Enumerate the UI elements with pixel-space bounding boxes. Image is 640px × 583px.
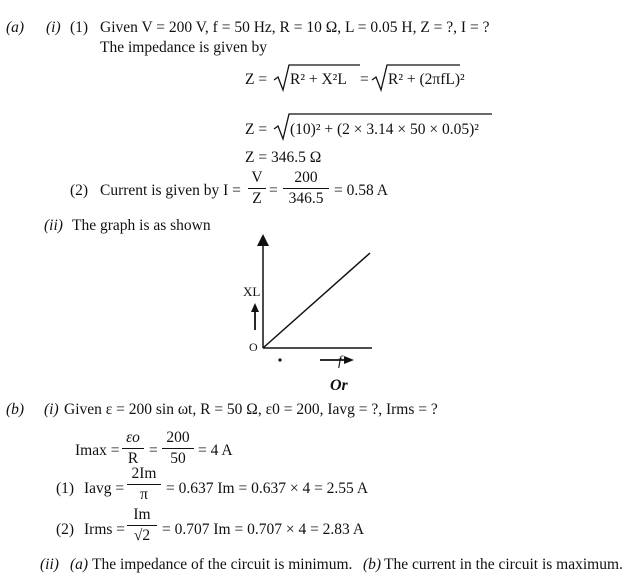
- final-a-label: (a): [70, 556, 89, 573]
- current-result: = 0.58 A: [334, 182, 388, 199]
- irms-result: = 0.707 Im = 0.707 × 4 = 2.83 A: [162, 521, 365, 538]
- part-a-sub-ii: (ii): [44, 217, 63, 234]
- root1-inner: R² + X²L: [290, 71, 347, 88]
- given-values-a: Given V = 200 V, f = 50 Hz, R = 10 Ω, L = 0.05 H, Z = ?, I = ?: [100, 19, 490, 36]
- equals-sign-3: =: [149, 442, 158, 459]
- equals-sign-2: =: [269, 182, 278, 199]
- current-intro: Current is given by I =: [100, 182, 241, 199]
- fraction-346: 346.5: [288, 189, 324, 207]
- z-lhs-1: Z =: [245, 71, 268, 88]
- fraction-2im-over-pi: [127, 466, 161, 502]
- final-b-label: (b): [363, 556, 382, 573]
- fraction-v-over-z: [248, 170, 266, 206]
- fraction-pi: π: [140, 485, 148, 503]
- fraction-z: Z: [252, 189, 262, 207]
- fraction-200-b: 200: [166, 429, 190, 446]
- final-a-text: The impedance of the circuit is minimum.: [92, 556, 353, 573]
- fraction-eo-over-r: [122, 430, 144, 466]
- fraction-200-over-50: [162, 430, 194, 466]
- root2-inner: R² + (2πfL)²: [388, 71, 465, 88]
- graph-origin-label: O: [249, 340, 258, 354]
- part-a-label: (a): [6, 19, 25, 36]
- impedance-intro: The impedance is given by: [100, 39, 268, 56]
- part-b-sub-ii: (ii): [40, 556, 59, 573]
- fraction-r: R: [127, 449, 139, 467]
- z-result: Z = 346.5 Ω: [245, 149, 322, 166]
- question-2-number: (2): [70, 182, 89, 199]
- iavg-lhs: Iavg =: [84, 480, 125, 497]
- fraction-50: 50: [170, 449, 186, 467]
- root3-inner: (10)² + (2 × 3.14 × 50 × 0.05)²: [290, 121, 479, 138]
- xl-vs-f-graph: [250, 232, 390, 362]
- question-1-number: (1): [70, 19, 89, 36]
- fraction-200-over-346: [283, 170, 329, 206]
- part-b-sub-i: (i): [44, 401, 59, 418]
- final-b-text: The current in the circuit is maximum.: [384, 556, 623, 573]
- z-lhs-2: Z =: [245, 121, 268, 138]
- graph-xl-line: [263, 253, 370, 348]
- graph-y-label: XL: [243, 284, 261, 299]
- fraction-eo: εo: [126, 429, 140, 446]
- iavg-result: = 0.637 Im = 0.637 × 4 = 2.55 A: [166, 480, 369, 497]
- avg-number: (1): [56, 480, 75, 497]
- imax-result: = 4 A: [198, 442, 233, 459]
- part-a-sub-i: (i): [46, 19, 61, 36]
- fraction-2im: 2Im: [131, 465, 157, 482]
- fraction-im: Im: [133, 506, 151, 523]
- imax-lhs: Imax =: [75, 442, 120, 459]
- fraction-im-over-root2: [127, 507, 157, 543]
- or-separator: Or: [330, 377, 348, 394]
- irms-lhs: Irms =: [84, 521, 126, 538]
- fraction-v: V: [251, 169, 263, 186]
- graph-intro: The graph is as shown: [72, 217, 211, 234]
- equals-sign: =: [360, 71, 369, 88]
- fraction-root2: √2: [133, 526, 151, 544]
- fraction-200: 200: [294, 169, 318, 186]
- rms-number: (2): [56, 521, 75, 538]
- part-b-label: (b): [6, 401, 25, 418]
- graph-x-label: f: [338, 354, 342, 369]
- given-values-b: Given ε = 200 sin ωt, R = 50 Ω, ε0 = 200, Iavg = ?, Irms = ?: [64, 401, 438, 418]
- graph-y-arrowhead: [257, 234, 269, 246]
